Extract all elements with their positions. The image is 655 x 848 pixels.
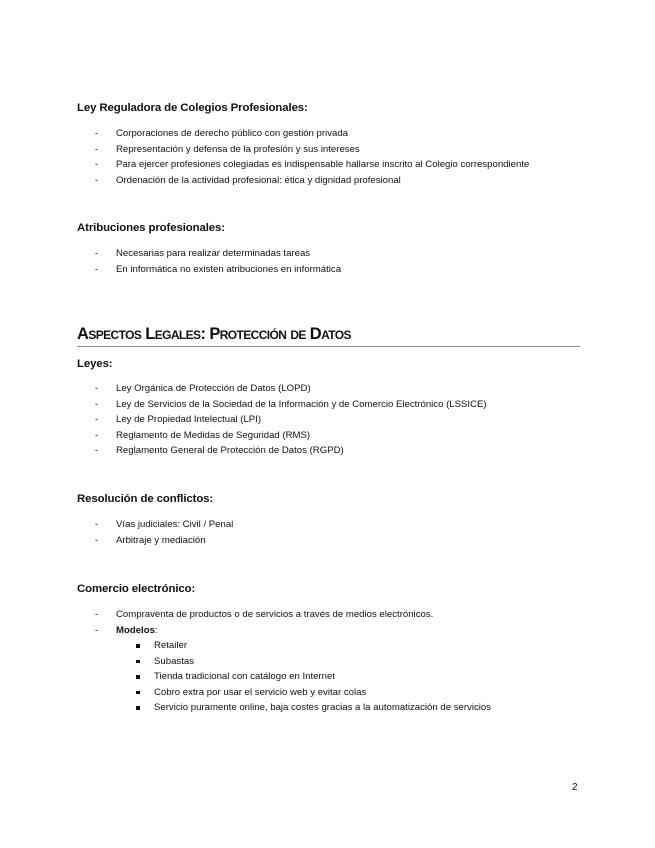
list-item: - Ordenación de la actividad profesional: ética y dignidad profesional — [0, 173, 529, 189]
list-item: - Reglamento General de Protección de Datos (RGPD) — [0, 443, 487, 459]
square-bullet-icon — [136, 706, 140, 710]
dash-marker: - — [95, 445, 99, 456]
page-number: 2 — [572, 782, 578, 793]
heading-comercio-electronico: Comercio electrónico: — [77, 583, 196, 595]
dash-marker: - — [95, 383, 99, 394]
heading-resolucion-conflictos: Resolución de conflictos: — [77, 493, 214, 505]
list-item: - Representación y defensa de la profesión y sus intereses — [0, 142, 529, 158]
list-item-modelos — [0, 623, 433, 639]
dash-marker: - — [95, 519, 99, 530]
dash-marker: - — [95, 534, 99, 546]
modelos-colon: : — [154, 624, 158, 636]
list-item: Subastas — [0, 654, 491, 670]
dash-marker: - — [95, 414, 99, 425]
heading-atribuciones-profesionales: Atribuciones profesionales: — [77, 222, 225, 234]
list-item: - Necesarias para realizar determinadas tareas — [0, 246, 341, 262]
list-item: - Corporaciones de derecho público con gestión privada — [0, 126, 529, 142]
dash-marker: - — [95, 174, 99, 186]
list-resolucion-conflictos — [0, 517, 233, 548]
list-colegios-profesionales — [0, 126, 529, 188]
dash-marker: - — [95, 263, 99, 275]
list-item: - En informática no existen atribuciones en informática — [0, 262, 341, 278]
square-bullet-icon — [136, 644, 140, 648]
list-comercio-electronico — [0, 607, 433, 638]
list-item: - Compraventa de productos o de servicios a través de medios electrónicos. — [0, 607, 433, 623]
list-leyes — [0, 381, 487, 459]
list-atribuciones-profesionales — [0, 246, 341, 277]
heading-colegios-profesionales: Ley Reguladora de Colegios Profesionales: — [77, 102, 308, 114]
list-item: Servicio puramente online, baja costes gracias a la automatización de servicios — [0, 700, 491, 716]
dash-marker: - — [95, 128, 99, 139]
list-item: - Para ejercer profesiones colegiadas es indispensable hallarse inscrito al Colegio correspondiente — [0, 157, 529, 173]
list-item: Tienda tradicional con catálogo en Internet — [0, 669, 491, 685]
list-item: Retailer — [0, 638, 491, 654]
list-modelos — [0, 638, 491, 716]
dash-marker: - — [95, 429, 99, 441]
dash-marker: - — [95, 159, 99, 170]
square-bullet-icon — [136, 691, 140, 695]
heading-leyes: Leyes: — [77, 358, 113, 370]
dash-marker: - — [95, 609, 99, 620]
dash-marker: - — [95, 143, 99, 155]
list-item: Cobro extra por usar el servicio web y evitar colas — [0, 685, 491, 701]
dash-marker: - — [95, 398, 99, 410]
list-item: - Reglamento de Medidas de Seguridad (RMS) — [0, 428, 487, 444]
list-item: - Arbitraje y mediación — [0, 533, 233, 549]
dash-marker: - — [95, 248, 99, 259]
list-item: - Vías judiciales: Civil / Penal — [0, 517, 233, 533]
dash-marker: - — [95, 624, 99, 636]
list-item: - Ley de Servicios de la Sociedad de la Información y de Comercio Electrónico (LSSICE) — [0, 397, 487, 413]
modelos-label: Modelos — [116, 624, 155, 636]
list-item: - Ley Orgánica de Protección de Datos (LOPD) — [0, 381, 487, 397]
square-bullet-icon — [136, 675, 140, 679]
square-bullet-icon — [136, 660, 140, 664]
list-item: - Ley de Propiedad Intelectual (LPI) — [0, 412, 487, 428]
chapter-title: Aspectos Legales: Protección de Datos — [77, 322, 580, 347]
